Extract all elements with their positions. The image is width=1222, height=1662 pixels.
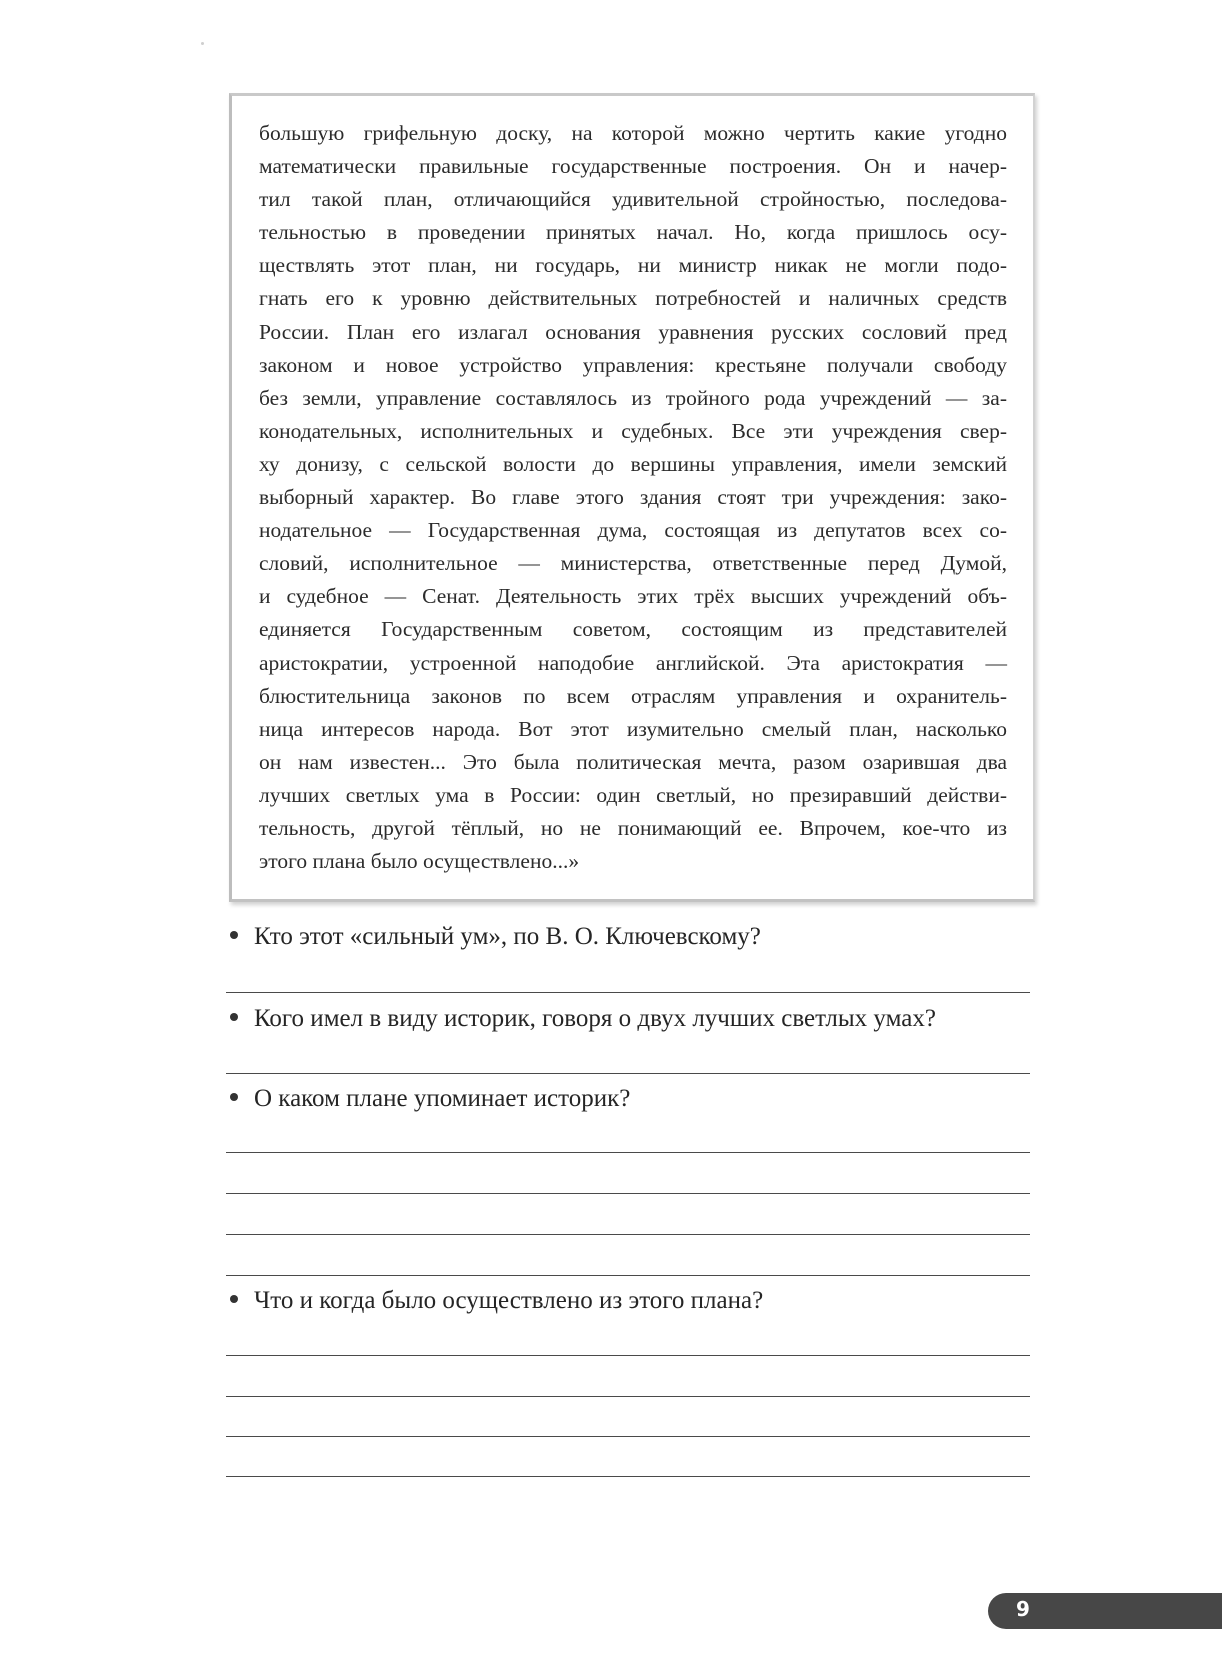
question-3	[230, 1085, 630, 1113]
question-text: Кто этот «сильный ум», по В. О. Ключевскому?	[254, 923, 761, 950]
quote-line: нодательное — Государственная дума, состоящая из депутатов всех со-	[259, 518, 1007, 543]
quote-line: конодательных, исполнительных и судебных. Все эти учреждения свер-	[259, 418, 1007, 443]
quote-line: словий, исполнительное — министерства, ответственные перед Думой,	[259, 551, 1007, 576]
answer-line-q3[interactable]	[226, 1193, 1030, 1194]
bullet-icon	[230, 1295, 238, 1303]
quote-line: России. План его излагал основания уравнения русских сословий пред	[259, 319, 1007, 344]
answer-line-q3[interactable]	[226, 1234, 1030, 1235]
quote-line: тельностью в проведении принятых начал. Но, когда пришлось осу-	[259, 220, 1007, 245]
question-text: О каком плане упоминает историк?	[254, 1085, 631, 1112]
quote-line: он нам известен... Это была политическая мечта, разом озарившая два	[259, 749, 1007, 774]
quote-line: аристократии, устроенной наподобие английской. Эта аристократия —	[259, 650, 1007, 675]
page-number-tab	[988, 1593, 1222, 1629]
scan-artifact-dot	[201, 42, 204, 45]
answer-line-q4[interactable]	[226, 1436, 1030, 1437]
bullet-icon	[230, 931, 238, 939]
quote-text	[259, 117, 1007, 878]
quote-line: ху донизу, с сельской волости до вершины управления, имели земский	[259, 451, 1007, 476]
quote-line: ществлять этот план, ни государь, ни министр никак не могли подо-	[259, 253, 1007, 278]
quote-line: большую грифельную доску, на которой можно чертить какие угодно	[259, 121, 1007, 145]
answer-line-q4[interactable]	[226, 1396, 1030, 1397]
answer-line-q4[interactable]	[226, 1355, 1030, 1356]
quote-line: блюстительница законов по всем отраслям управления и охранитель-	[259, 683, 1007, 708]
question-2	[230, 1005, 936, 1033]
bullet-icon	[230, 1093, 238, 1101]
answer-line-q3[interactable]	[226, 1275, 1030, 1276]
bullet-icon	[230, 1013, 238, 1021]
quote-box	[229, 93, 1035, 902]
quote-line: без земли, управление составлялось из тройного рода учреждений — за-	[259, 385, 1007, 410]
quote-line: математически правильные государственные построения. Он и начер-	[259, 154, 1007, 179]
question-1	[230, 923, 761, 951]
quote-line: лучших светлых ума в России: один светлый, но презиравший действи-	[259, 782, 1007, 807]
page-number: 9	[1016, 1597, 1030, 1621]
question-4	[230, 1287, 763, 1315]
quote-line: тил такой план, отличающийся удивительной стройностью, последова-	[259, 187, 1007, 212]
answer-line-q4[interactable]	[226, 1476, 1030, 1477]
answer-line-q3[interactable]	[226, 1152, 1030, 1153]
question-text: Кого имел в виду историк, говоря о двух лучших светлых умах?	[254, 1005, 936, 1032]
quote-line: гнать его к уровню действительных потребностей и наличных средств	[259, 286, 1007, 311]
quote-line: единяется Государственным советом, состоящим из представителей	[259, 617, 1007, 642]
answer-line-q2[interactable]	[226, 1073, 1030, 1074]
quote-line: законом и новое устройство управления: крестьяне получали свободу	[259, 352, 1007, 377]
quote-line: тельность, другой тёплый, но не понимающий ее. Впрочем, кое-что из	[259, 815, 1007, 840]
question-text: Что и когда было осуществлено из этого плана?	[254, 1287, 764, 1314]
answer-line-q1[interactable]	[226, 992, 1030, 993]
quote-line: ница интересов народа. Вот этот изумительно смелый план, насколько	[259, 716, 1007, 741]
quote-line: этого плана было осуществлено...»	[259, 849, 580, 874]
quote-line: и судебное — Сенат. Деятельность этих трёх высших учреждений объ-	[259, 584, 1007, 609]
quote-line: выборный характер. Во главе этого здания стоят три учреждения: зако-	[259, 485, 1007, 510]
